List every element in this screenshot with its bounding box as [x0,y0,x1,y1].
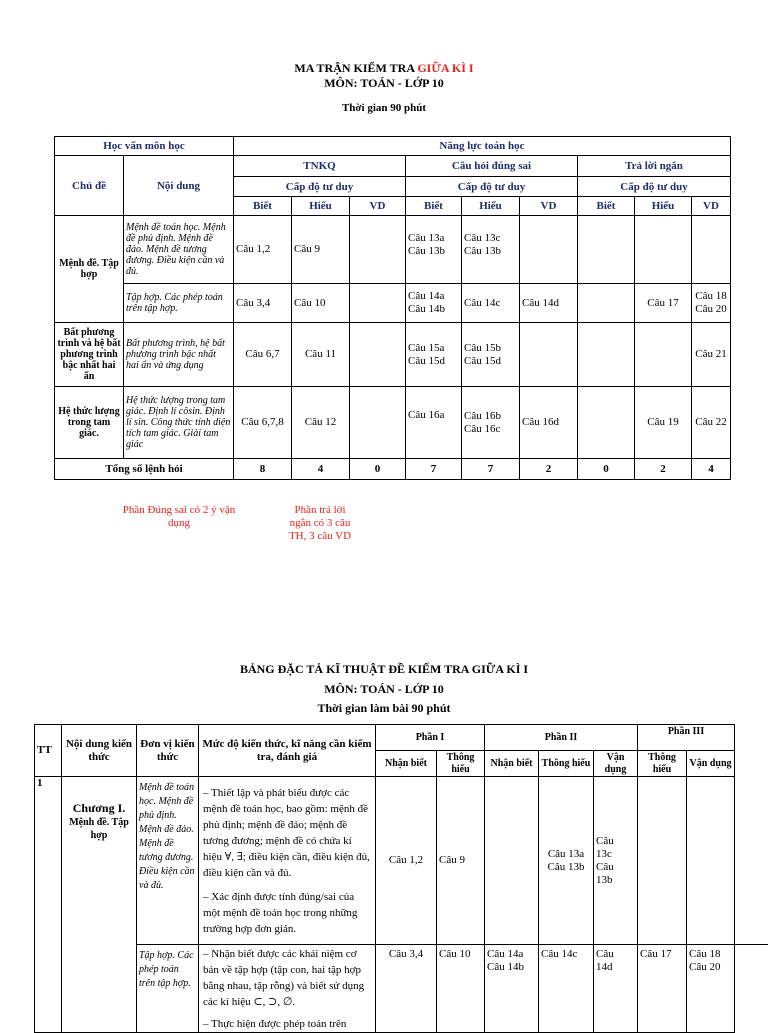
header-cap-do-2: Cấp độ tư duy [406,177,578,197]
data-cell: Câu 13a Câu 13b [406,216,462,284]
level-header: Biết [234,197,292,216]
data-cell: Câu 1,2 [234,216,292,284]
header-tra-loi: Trả lời ngắn [578,156,731,177]
data-cell [635,216,692,284]
data-cell: Câu 9 [292,216,350,284]
data-cell: Câu 14a Câu 14b [485,945,539,1033]
data-cell: Câu 13c Câu 13b [594,777,638,945]
data-cell [350,216,406,284]
header-cap-do-1: Cấp độ tư duy [234,177,406,197]
content-cell: Mệnh đề toán học. Mệnh đề phủ định. Mệnh đề đảo. Mệnh đề tương đương. Điều kiện cần và đủ. [124,216,234,284]
matrix-time: Thời gian 90 phút [0,102,768,114]
data-cell: Câu 10 [292,284,350,323]
data-cell: Câu 17 [635,284,692,323]
data-cell: Câu 15b Câu 15d [462,323,520,387]
total-cell: 0 [350,459,406,480]
data-cell [578,323,635,387]
level-header: VD [520,197,578,216]
description-item: – Xác định được tính đúng/sai của một mệnh đề toán học trong những trường hợp đơn giản. [203,889,371,937]
data-cell: Câu 11 [292,323,350,387]
content-cell: Tập hợp. Các phép toán trên tập hợp. [124,284,234,323]
data-cell: Câu 6,7 [234,323,292,387]
level-header: Hiểu [462,197,520,216]
header-phan-3: Phần III [638,725,735,751]
sub-header: Vận dụng [594,751,638,777]
level-header: Biết [578,197,635,216]
chapter-cell [62,777,137,1033]
data-cell: Câu 9 [437,777,485,945]
header-noi-dung-kien-thuc: Nội dung kiến thức [62,725,137,777]
table-row [35,777,768,945]
topic-cell: Mệnh đề. Tập hợp [55,216,124,323]
data-cell [578,216,635,284]
data-cell [520,323,578,387]
table-row [55,387,731,459]
header-cap-do-3: Cấp độ tư duy [578,177,731,197]
table-row [35,945,768,1033]
data-cell [485,777,539,945]
data-cell [520,216,578,284]
data-cell [638,777,687,945]
data-cell: Câu 14a Câu 14b [406,284,462,323]
data-cell: Câu 16a [406,387,462,459]
data-cell: Câu 6,7,8 [234,387,292,459]
spec-time: Thời gian làm bài 90 phút [0,701,768,716]
data-cell [350,284,406,323]
total-label: Tổng số lệnh hỏi [55,459,234,480]
header-hoc-van: Học vấn môn học [55,137,234,156]
header-phan-1: Phần I [376,725,485,751]
data-cell: Câu 3,4 [234,284,292,323]
data-cell: Câu 14c [539,945,594,1033]
data-cell [350,323,406,387]
topic-cell: Hệ thức lượng trong tam giác. [55,387,124,459]
total-cell: 0 [578,459,635,480]
note-tra-loi: Phần trả lời ngắn có 3 câu TH, 3 câu VD [288,504,352,543]
header-nang-luc: Năng lực toán học [234,137,731,156]
matrix-table [54,136,731,480]
header-phan-2: Phần II [485,725,638,751]
data-cell [687,777,735,945]
description-cell [199,945,376,1033]
data-cell: Câu 1,2 [376,777,437,945]
level-header: VD [692,197,731,216]
total-cell: 4 [692,459,731,480]
total-cell: 2 [520,459,578,480]
content-cell: Hệ thức lượng trong tam giác. Định lí côsin. Định lí sin. Công thức tính diện tích tam giác. Giải tam giác [124,387,234,459]
matrix-subtitle: MÔN: TOÁN - LỚP 10 [0,76,768,91]
total-cell: 2 [635,459,692,480]
data-cell: Câu 15a Câu 15d [406,323,462,387]
data-cell: Câu 14d [594,945,638,1033]
header-don-vi: Đơn vị kiến thức [137,725,199,777]
spec-title: BẢNG ĐẶC TẢ KĨ THUẬT ĐỀ KIỂM TRA GIỮA KÌ I [0,662,768,677]
data-cell: Câu 19 [635,387,692,459]
table-row [55,323,731,387]
spec-table [34,724,768,1033]
data-cell: Câu 22 [692,387,731,459]
total-row [55,459,731,480]
data-cell: Câu 16d [520,387,578,459]
unit-cell: Tập hợp. Các phép toán trên tập hợp. [137,945,199,1033]
row-number: 1 [35,777,62,1033]
level-header: VD [350,197,406,216]
chapter-title: Chương I. [64,801,134,816]
level-header: Biết [406,197,462,216]
level-header: Hiểu [635,197,692,216]
topic-cell: Bất phương trình và hệ bất phương trình bậc nhất hai ẩn [55,323,124,387]
data-cell: Câu 13a Câu 13b [539,777,594,945]
data-cell: Câu 18 Câu 20 [692,284,731,323]
data-cell: Câu 16b Câu 16c [462,387,520,459]
data-cell [578,284,635,323]
table-row [55,216,731,284]
table-row [55,284,731,323]
note-dung-sai: Phần Đúng sai có 2 ý vận dụng [120,504,238,530]
total-cell: 7 [462,459,520,480]
sub-header: Thông hiểu [437,751,485,777]
header-dung-sai: Câu hỏi đúng sai [406,156,578,177]
total-cell: 4 [292,459,350,480]
content-cell: Bất phương trình, hệ bất phương trình bậc nhất hai ẩn và ứng dụng [124,323,234,387]
data-cell: Câu 17 [638,945,687,1033]
data-cell [692,216,731,284]
unit-cell: Mệnh đề toán học. Mệnh đề phủ định. Mệnh đề đảo. Mệnh đề tương đương. Điều kiện cần và đủ. [137,777,199,945]
description-cell [199,777,376,945]
data-cell: Câu 14d [520,284,578,323]
total-cell: 7 [406,459,462,480]
matrix-title-main: MA TRẬN KIỂM TRA [294,61,417,75]
data-cell: Câu 10 [437,945,485,1033]
description-item: – Nhận biết được các khái niệm cơ bản về tập hợp (tập con, hai tập hợp bằng nhau, tập rỗng) và biết sử dụng các kí hiệu ⊂, ⊃, ∅. [203,946,371,1010]
sub-header: Thông hiểu [638,751,687,777]
sub-header: Vận dụng [687,751,735,777]
chapter-subtitle: Mệnh đề. Tập hợp [64,816,134,842]
spec-subtitle: MÔN: TOÁN - LỚP 10 [0,682,768,697]
sub-header: Thông hiểu [539,751,594,777]
data-cell: Câu 18 Câu 20 [687,945,735,1033]
matrix-title [0,60,768,76]
description-item: – Thiết lập và phát biểu được các mệnh đề toán học, bao gồm: mệnh đề phủ định; mệnh đề đảo; mệnh đề tương đương; mệnh đề có chứa kí hiệu ∀, ∃; điều kiện cần, điều kiện đủ, điều kiện cần và đủ. [203,785,371,881]
description-item: – Thực hiện được phép toán trên [203,1016,371,1032]
data-cell [635,323,692,387]
sub-header: Nhận biết [376,751,437,777]
header-chu-de: Chủ đề [55,156,124,216]
header-tt: TT [35,725,62,777]
data-cell: Câu 3,4 [376,945,437,1033]
total-cell: 8 [234,459,292,480]
header-noi-dung: Nội dung [124,156,234,216]
header-tnkq: TNKQ [234,156,406,177]
data-cell [578,387,635,459]
data-cell: Câu 14c [462,284,520,323]
level-header: Hiểu [292,197,350,216]
matrix-title-highlight: GIỮA KÌ I [417,61,473,75]
header-muc-do: Mức độ kiến thức, kĩ năng cần kiểm tra, đánh giá [199,725,376,777]
data-cell: Câu 21 [692,323,731,387]
data-cell [350,387,406,459]
data-cell: Câu 12 [292,387,350,459]
sub-header: Nhận biết [485,751,539,777]
data-cell: Câu 13c Câu 13b [462,216,520,284]
